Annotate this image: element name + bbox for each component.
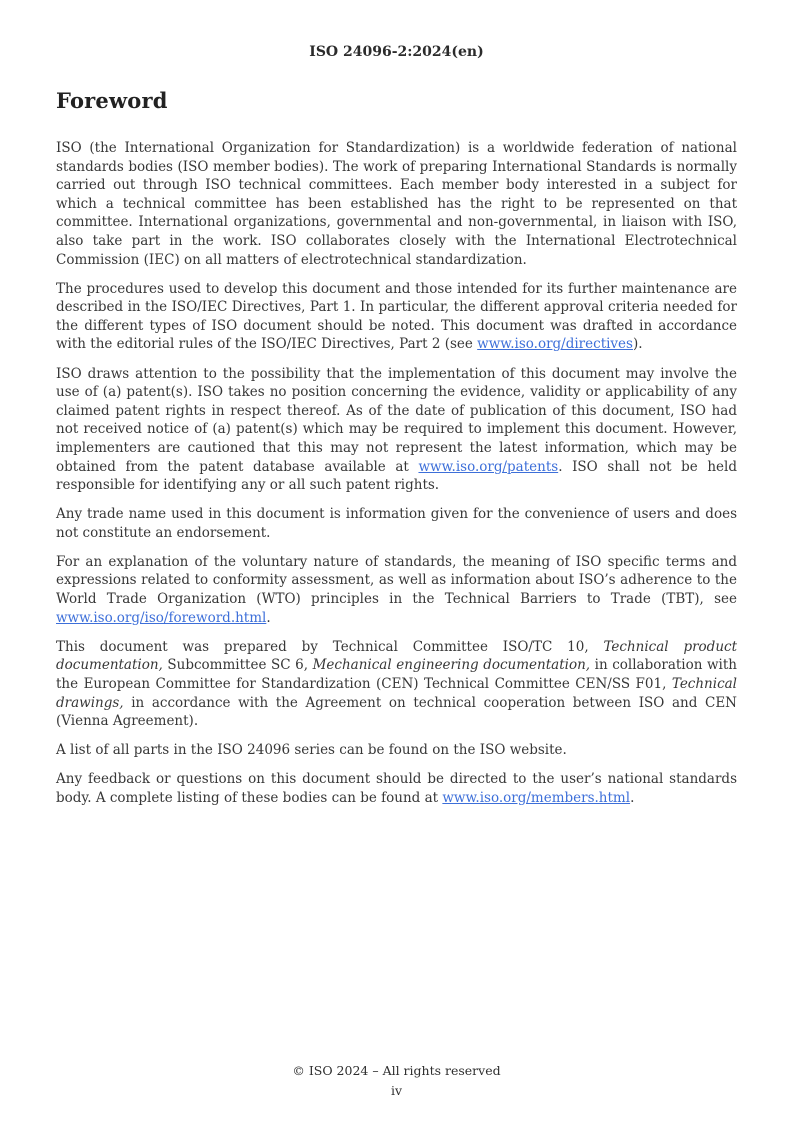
directives-link[interactable]: www.iso.org/directives [477, 336, 633, 353]
members-link[interactable]: www.iso.org/members.html [442, 789, 631, 806]
paragraph-text: ISO draws attention to the possibility that the implementation of this document may involve the use of (a) patent(s). ISO takes no position concerning the evidence, validity or applicability of any claimed patent rights in respect thereof. As of the date of publication of this document, ISO had not received notice of (a) patent(s) which may be required to implement this document. However, implementers are cautioned that this may not represent the latest information, which may be obtained from the patent database available at [56, 365, 737, 475]
paragraph-text: A list of all parts in the ISO 24096 series can be found on the ISO website. [56, 742, 567, 759]
paragraph-text: ). [632, 336, 643, 353]
foreword-paragraph-1 [56, 139, 737, 269]
footer-copyright: © ISO 2024 – All rights reserved [292, 1063, 501, 1078]
foreword-paragraph-2 [56, 280, 737, 354]
paragraph-text: This document was prepared by Technical Committee ISO/TC 10, [56, 638, 604, 655]
page-footer [0, 1061, 793, 1100]
document-header [56, 44, 737, 61]
foreword-paragraph-5 [56, 553, 737, 627]
foreword-body [56, 139, 737, 808]
paragraph-text: For an explanation of the voluntary nature of standards, the meaning of ISO specific terms and expressions related to conformity assessment, as well as information about ISO’s adherence to the World Trade Organization (WTO) principles in the Technical Barriers to Trade (TBT), see [56, 553, 737, 608]
page-title: Foreword [56, 88, 168, 113]
foreword-paragraph-8 [56, 770, 737, 807]
page-number: iv [390, 1082, 403, 1098]
foreword-html-link[interactable]: www.iso.org/iso/foreword.html [56, 609, 267, 626]
foreword-paragraph-3 [56, 365, 737, 495]
foreword-paragraph-6 [56, 638, 737, 731]
paragraph-text: . [630, 789, 635, 806]
subcommittee-name-italic: Mechanical engineering documentation, [312, 657, 591, 674]
foreword-paragraph-7 [56, 741, 737, 760]
paragraph-text: . [266, 609, 271, 626]
paragraph-text: Any feedback or questions on this document should be directed to the user’s national standards body. A complete listing of these bodies can be found at [56, 771, 737, 806]
paragraph-text: in collaboration with the European Committee for Standardization (CEN) Technical Committee CEN/SS F01, [56, 657, 737, 692]
committee-name-italic: Technical product documentation, [56, 638, 737, 674]
doc-reference: ISO 24096-2:2024(en) [309, 44, 484, 60]
patents-link[interactable]: www.iso.org/patents [418, 458, 559, 475]
paragraph-text: The procedures used to develop this document and those intended for its further maintenance are described in the ISO/IEC Directives, Part 1. In particular, the different approval criteria needed for the different types of ISO document should be noted. This document was drafted in accordance with the editorial rules of the ISO/IEC Directives, Part 2 (see [56, 280, 737, 353]
paragraph-text: Any trade name used in this document is information given for the convenience of users and does not constitute an endorsement. [56, 506, 737, 541]
paragraph-text: ISO (the International Organization for Standardization) is a worldwide federation of national standards bodies (ISO member bodies). The work of preparing International Standards is normally carried out through ISO technical committees. Each member body interested in a subject for which a technical committee has been established has the right to be represented on that committee. International organizations, governmental and non-governmental, in liaison with ISO, also take part in the work. ISO collaborates closely with the International Electrotechnical Commission (IEC) on all matters of electrotechnical standardization. [56, 140, 737, 268]
paragraph-text: in accordance with the Agreement on technical cooperation between ISO and CEN (Vienna Agreement). [56, 694, 737, 730]
foreword-paragraph-4 [56, 505, 737, 542]
cen-committee-name-italic: Technical drawings, [56, 675, 737, 711]
paragraph-text: . ISO shall not be held responsible for identifying any or all such patent rights. [56, 458, 737, 494]
paragraph-text: Subcommittee SC 6, [162, 657, 313, 674]
